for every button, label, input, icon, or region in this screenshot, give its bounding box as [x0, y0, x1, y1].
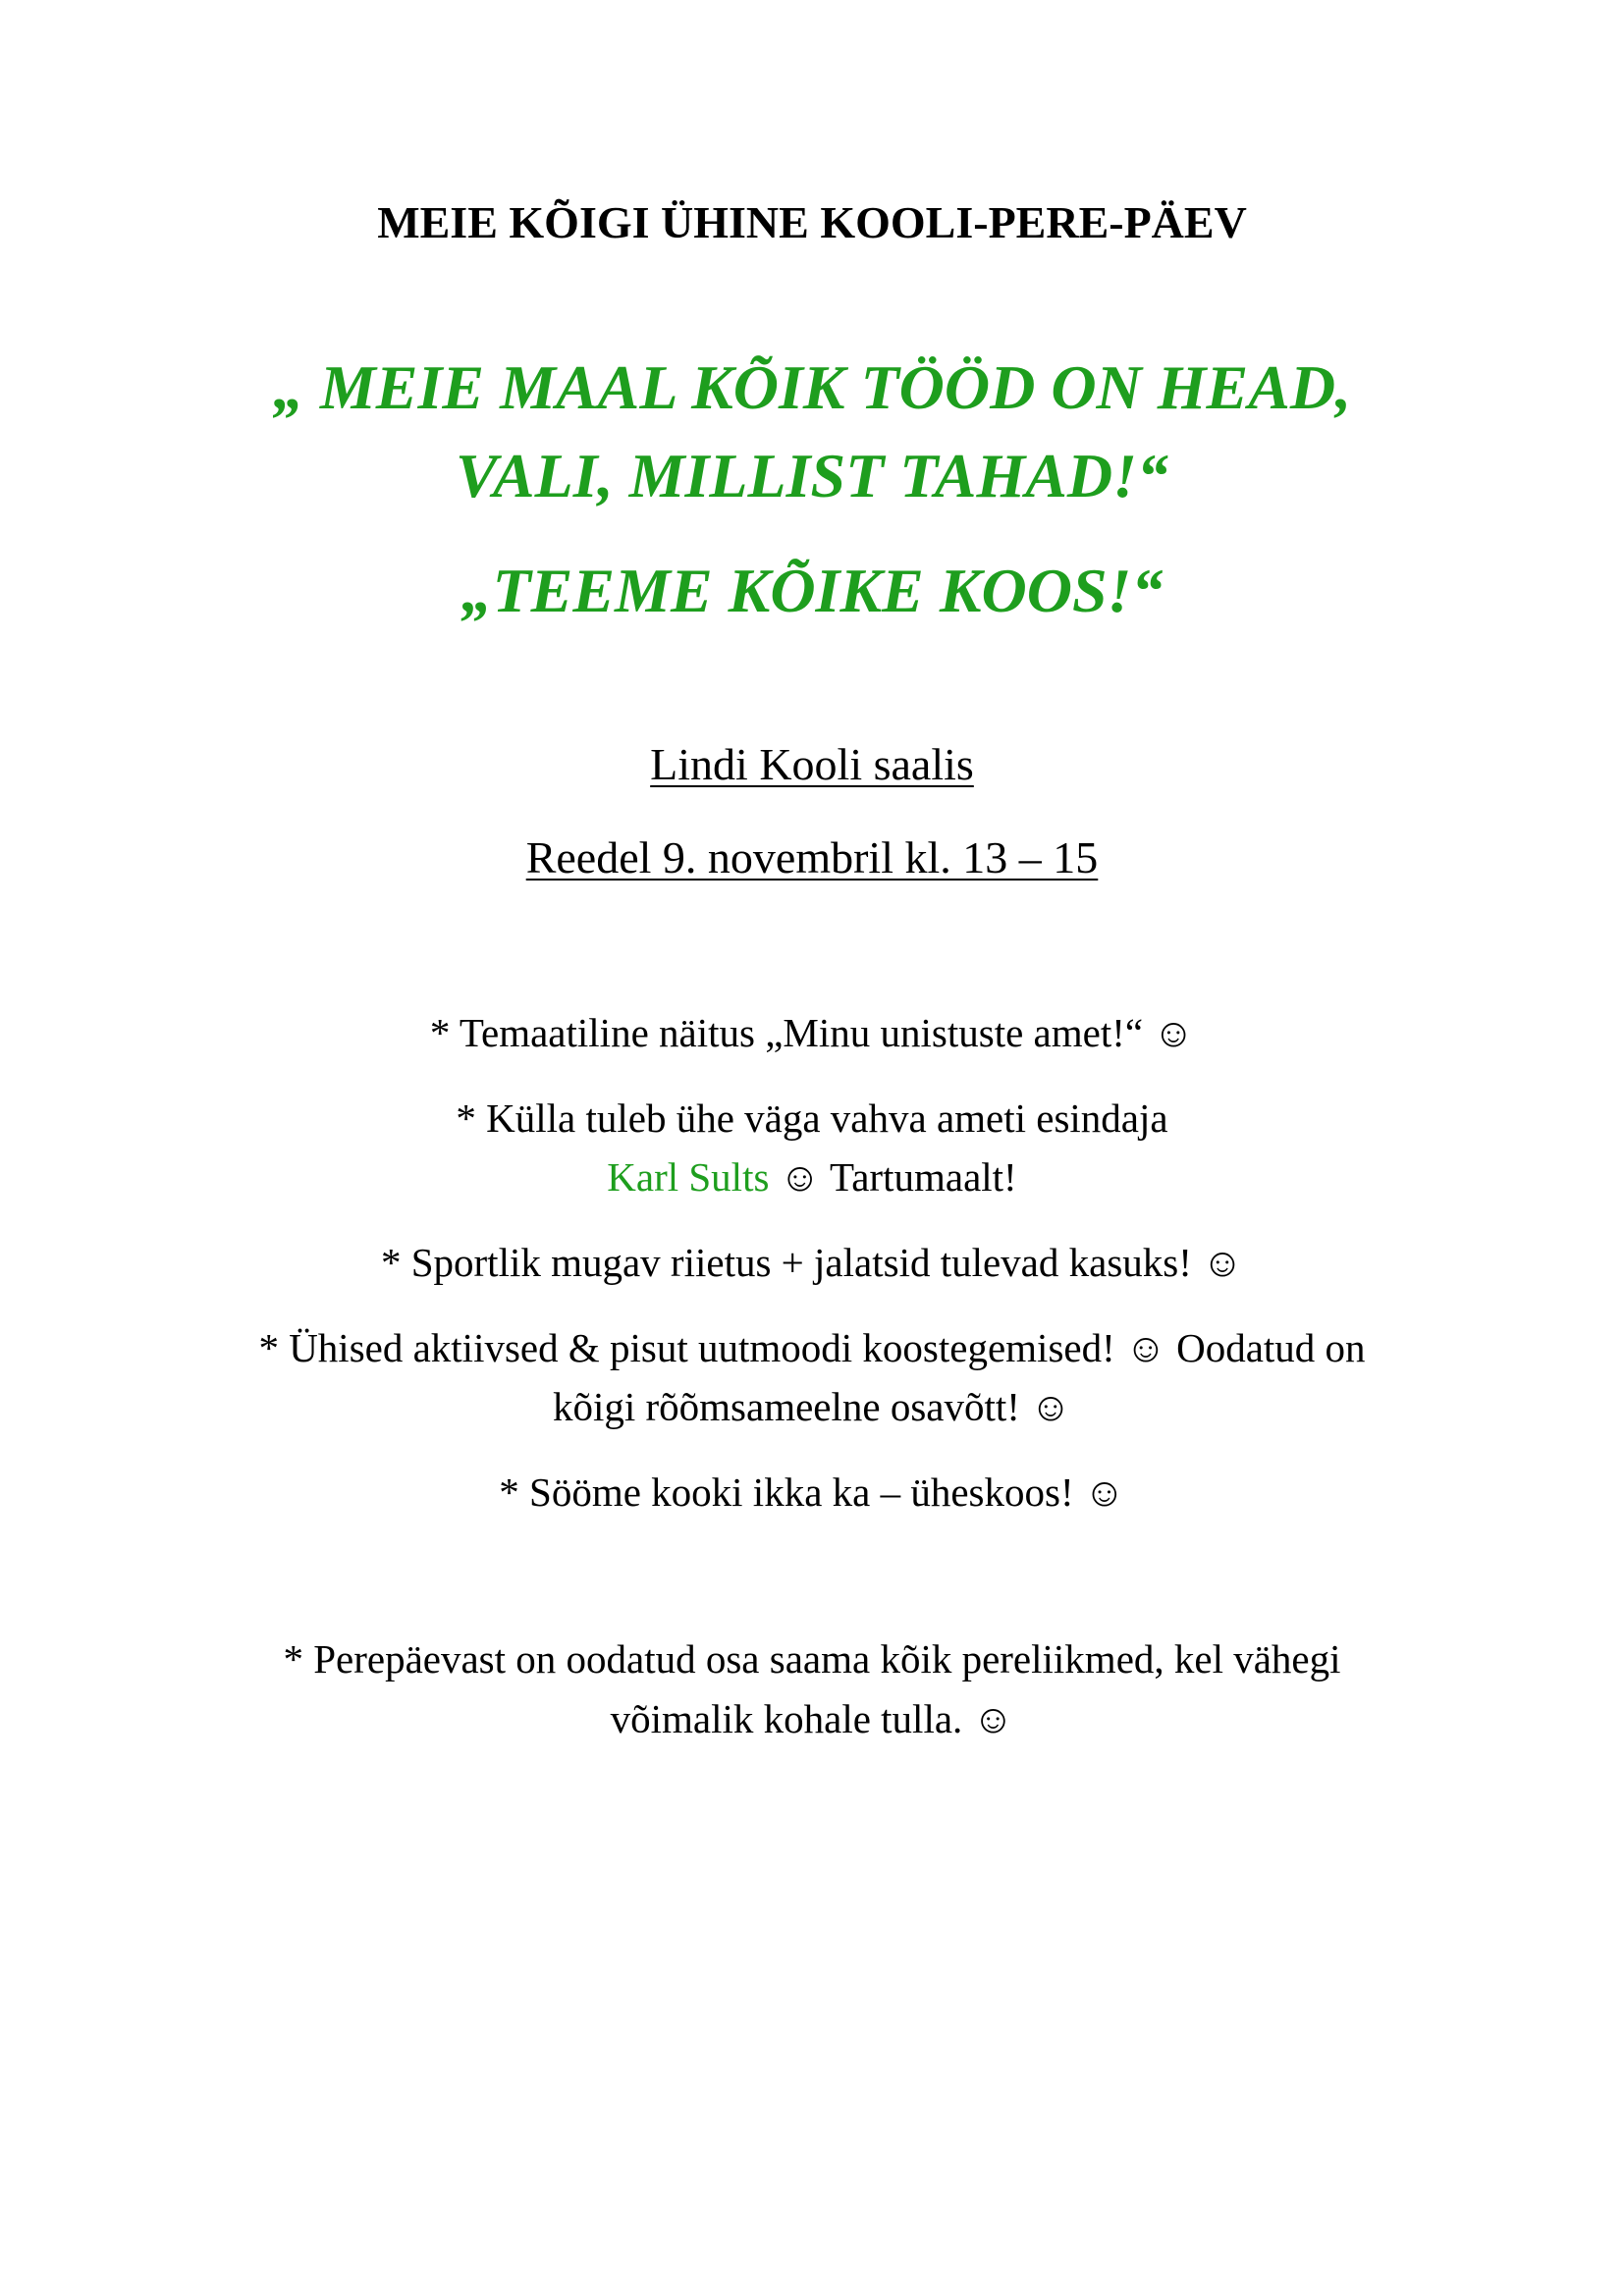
slogan-line-1: „ MEIE MAAL KÕIK TÖÖD ON HEAD, — [272, 352, 1352, 422]
bullet-family-line-1: * Perepäevast on oodatud osa saama kõik pereliikmed, kel vähegi — [283, 1636, 1341, 1682]
bullet-guest-line-1: * Külla tuleb ühe väga vahva ameti esindaja — [456, 1095, 1168, 1141]
guest-origin: ☺ Tartumaalt! — [769, 1154, 1017, 1200]
event-location — [0, 738, 1624, 790]
event-location-text: Lindi Kooli saalis — [650, 739, 974, 789]
bullet-activities-line-1: * Ühised aktiivsed & pisut uutmoodi koostegemised! ☺ Oodatud on — [258, 1325, 1366, 1370]
guest-name: Karl Sults — [607, 1154, 770, 1200]
bullet-activities-line-2: kõigi rõõmsameelne osavõtt! ☺ — [552, 1384, 1072, 1429]
document-title: MEIE KÕIGI ÜHINE KOOLI-PERE-PÄEV — [377, 197, 1247, 247]
bullet-cake: * Sööme kooki ikka ka – üheskoos! ☺ — [499, 1469, 1125, 1515]
slogan-line-3: „TEEME KÕIKE KOOS!“ — [460, 556, 1164, 625]
event-datetime — [0, 831, 1624, 883]
slogan-line-2: VALI, MILLIST TAHAD!“ — [455, 441, 1169, 510]
event-datetime-text: Reedel 9. novembril kl. 13 – 15 — [525, 832, 1099, 882]
bullet-guest-line-2 — [0, 1153, 1624, 1201]
bullet-exhibition: * Temaatiline näitus „Minu unistuste amet!“ ☺ — [429, 1010, 1195, 1055]
bullet-family-line-2: võimalik kohale tulla. ☺ — [610, 1696, 1014, 1741]
bullet-clothing: * Sportlik mugav riietus + jalatsid tulevad kasuks! ☺ — [380, 1240, 1244, 1285]
